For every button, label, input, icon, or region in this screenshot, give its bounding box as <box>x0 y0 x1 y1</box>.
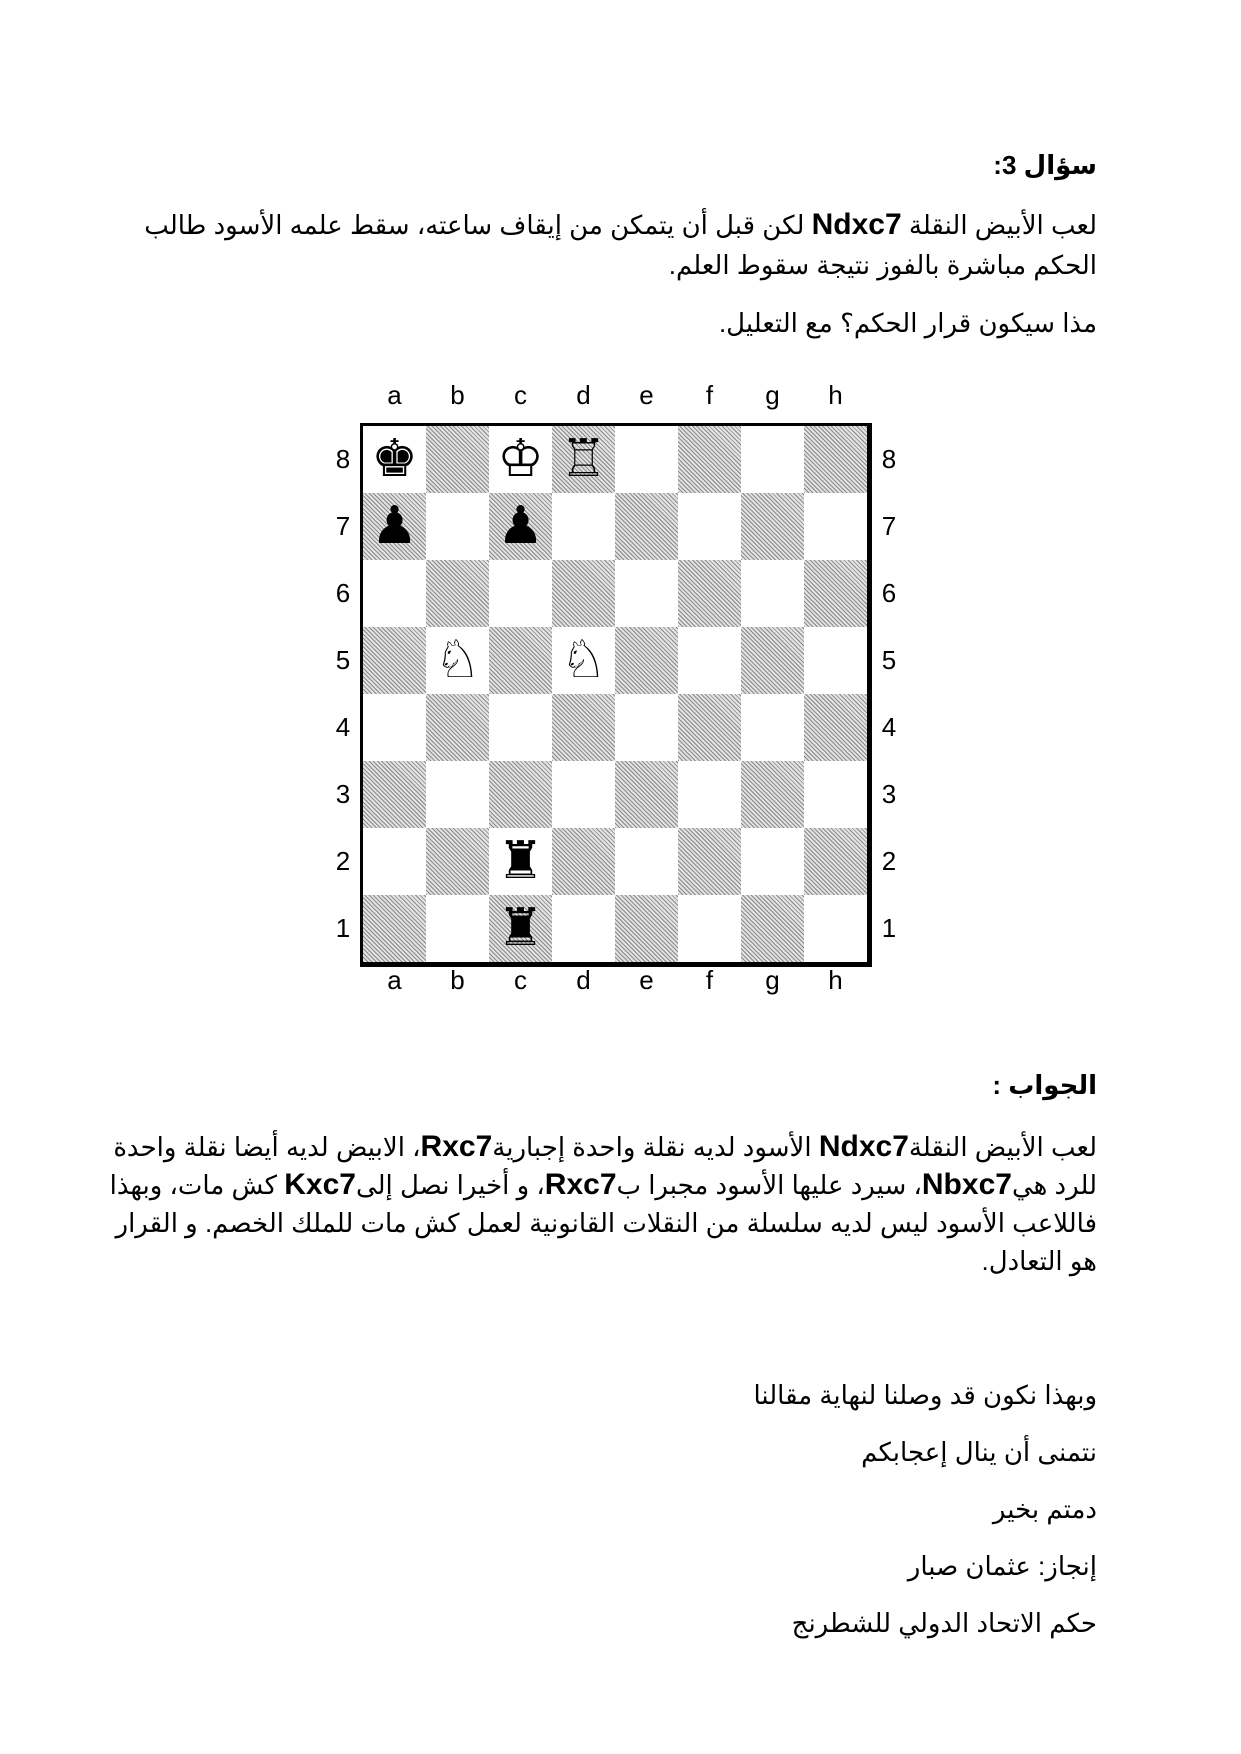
rank-label: 5 <box>335 645 351 675</box>
rank-label: 4 <box>335 712 351 742</box>
square-f4 <box>678 694 741 761</box>
square-a1 <box>363 895 426 962</box>
square-h4 <box>804 694 867 761</box>
square-g4 <box>741 694 804 761</box>
file-label: e <box>639 965 654 995</box>
author-title-line: حكم الاتحاد الدولي للشطرنج <box>791 1608 1097 1638</box>
white-king-icon: ♔ <box>497 429 544 489</box>
closing-line-2: نتمنى أن ينال إعجابكم <box>861 1437 1097 1467</box>
square-a2 <box>363 828 426 895</box>
square-c3 <box>489 761 552 828</box>
rank-label: 7 <box>335 511 351 541</box>
file-label: a <box>387 380 402 410</box>
file-labels-top <box>363 380 867 411</box>
square-e8 <box>615 426 678 493</box>
square-a4 <box>363 694 426 761</box>
square-f2 <box>678 828 741 895</box>
square-b6 <box>426 560 489 627</box>
rank-label: 7 <box>881 511 897 541</box>
move-kxc7: Kxc7 <box>284 1168 356 1201</box>
file-label: h <box>828 965 843 995</box>
square-f3 <box>678 761 741 828</box>
file-label: f <box>705 380 714 410</box>
rank-label: 3 <box>881 779 897 809</box>
square-h6 <box>804 560 867 627</box>
square-b3 <box>426 761 489 828</box>
question-text <box>137 205 1097 285</box>
square-g1 <box>741 895 804 962</box>
author-line: إنجاز: عثمان صبار <box>907 1551 1097 1581</box>
square-e6 <box>615 560 678 627</box>
square-h1 <box>804 895 867 962</box>
rank-label: 2 <box>881 846 897 876</box>
square-f6 <box>678 560 741 627</box>
closing-line-3: دمتم بخير <box>992 1494 1097 1524</box>
square-a6 <box>363 560 426 627</box>
move-ndxc7: Ndxc7 <box>811 208 902 241</box>
square-b4 <box>426 694 489 761</box>
square-g5 <box>741 627 804 694</box>
answer-text-3: ، الابيض لديه أيضا نقلة واحدة للرد هي <box>113 1132 1097 1200</box>
square-h5 <box>804 627 867 694</box>
answer-text-6: كش مات، وبهذا فاللاعب الأسود ليس لديه سلسلة من النقلات القانونية لعمل كش مات للملك الخصم. و القرار هو التعادل. <box>109 1170 1097 1276</box>
square-d3 <box>552 761 615 828</box>
rank-label: 3 <box>335 779 351 809</box>
square-h2 <box>804 828 867 895</box>
square-g6 <box>741 560 804 627</box>
rank-label: 8 <box>881 444 897 474</box>
file-label: e <box>639 380 654 410</box>
question-text-pre: لعب الأبيض النقلة <box>901 210 1097 240</box>
file-label: b <box>450 380 465 410</box>
rank-labels-left <box>332 426 354 962</box>
black-king-icon: ♚ <box>371 429 418 489</box>
square-e5 <box>615 627 678 694</box>
question-ask: مذا سيكون قرار الحكم؟ مع التعليل. <box>718 308 1097 338</box>
square-d7 <box>552 493 615 560</box>
chess-diagram <box>320 380 900 1000</box>
square-c4 <box>489 694 552 761</box>
answer-title: الجواب : <box>992 1070 1097 1100</box>
square-e4 <box>615 694 678 761</box>
square-b7 <box>426 493 489 560</box>
white-rook-icon: ♖ <box>560 429 607 489</box>
file-labels-bottom <box>363 965 867 996</box>
square-h7 <box>804 493 867 560</box>
white-knight-icon: ♘ <box>434 630 481 690</box>
square-e7 <box>615 493 678 560</box>
move-rxc7: Rxc7 <box>420 1130 493 1163</box>
rank-label: 6 <box>881 578 897 608</box>
square-g7 <box>741 493 804 560</box>
black-rook-icon: ♜ <box>497 898 544 958</box>
rank-label: 8 <box>335 444 351 474</box>
file-label: g <box>765 965 780 995</box>
answer-text <box>97 1128 1097 1280</box>
file-label: g <box>765 380 780 410</box>
rank-labels-right <box>878 426 900 962</box>
closing-line-1: وبهذا نكون قد وصلنا لنهاية مقالنا <box>753 1380 1097 1410</box>
square-h8 <box>804 426 867 493</box>
square-e2 <box>615 828 678 895</box>
square-b8 <box>426 426 489 493</box>
square-f8 <box>678 426 741 493</box>
square-d4 <box>552 694 615 761</box>
square-d2 <box>552 828 615 895</box>
square-g2 <box>741 828 804 895</box>
move-ndxc7: Ndxc7 <box>818 1130 909 1163</box>
question-title: سؤال 3: <box>993 150 1097 180</box>
black-pawn-icon: ♟ <box>371 496 418 556</box>
square-e3 <box>615 761 678 828</box>
square-d1 <box>552 895 615 962</box>
file-label: c <box>514 965 527 995</box>
rank-label: 5 <box>881 645 897 675</box>
square-c5 <box>489 627 552 694</box>
white-knight-icon: ♘ <box>560 630 607 690</box>
square-h3 <box>804 761 867 828</box>
black-pawn-icon: ♟ <box>497 496 544 556</box>
file-label: c <box>514 380 527 410</box>
square-f5 <box>678 627 741 694</box>
square-e1 <box>615 895 678 962</box>
square-a5 <box>363 627 426 694</box>
file-label: b <box>450 965 465 995</box>
rank-label: 1 <box>881 913 897 943</box>
square-a3 <box>363 761 426 828</box>
file-label: a <box>387 965 402 995</box>
answer-text-5: ، و أخيرا نصل إلى <box>355 1170 545 1200</box>
square-g3 <box>741 761 804 828</box>
answer-text-2: الأسود لديه نقلة واحدة إجبارية <box>492 1132 819 1162</box>
rank-label: 1 <box>335 913 351 943</box>
square-d6 <box>552 560 615 627</box>
square-f7 <box>678 493 741 560</box>
rank-label: 6 <box>335 578 351 608</box>
answer-text-1: لعب الأبيض النقلة <box>908 1132 1097 1162</box>
chess-board <box>360 423 872 967</box>
question-text-post: لكن قبل أن يتمكن من إيقاف ساعته، سقط علمه الأسود طالب الحكم مباشرة بالفوز نتيجة سقوط العلم. <box>144 210 1097 280</box>
rank-label: 2 <box>335 846 351 876</box>
square-c6 <box>489 560 552 627</box>
black-rook-icon: ♜ <box>497 831 544 891</box>
square-f1 <box>678 895 741 962</box>
file-label: h <box>828 380 843 410</box>
square-b2 <box>426 828 489 895</box>
square-b1 <box>426 895 489 962</box>
file-label: d <box>576 380 591 410</box>
square-g8 <box>741 426 804 493</box>
file-label: f <box>705 965 714 995</box>
file-label: d <box>576 965 591 995</box>
move-nbxc7: Nbxc7 <box>921 1168 1012 1201</box>
answer-text-4: ، سيرد عليها الأسود مجبرا ب <box>616 1170 922 1200</box>
move-rxc7: Rxc7 <box>544 1168 617 1201</box>
rank-label: 4 <box>881 712 897 742</box>
